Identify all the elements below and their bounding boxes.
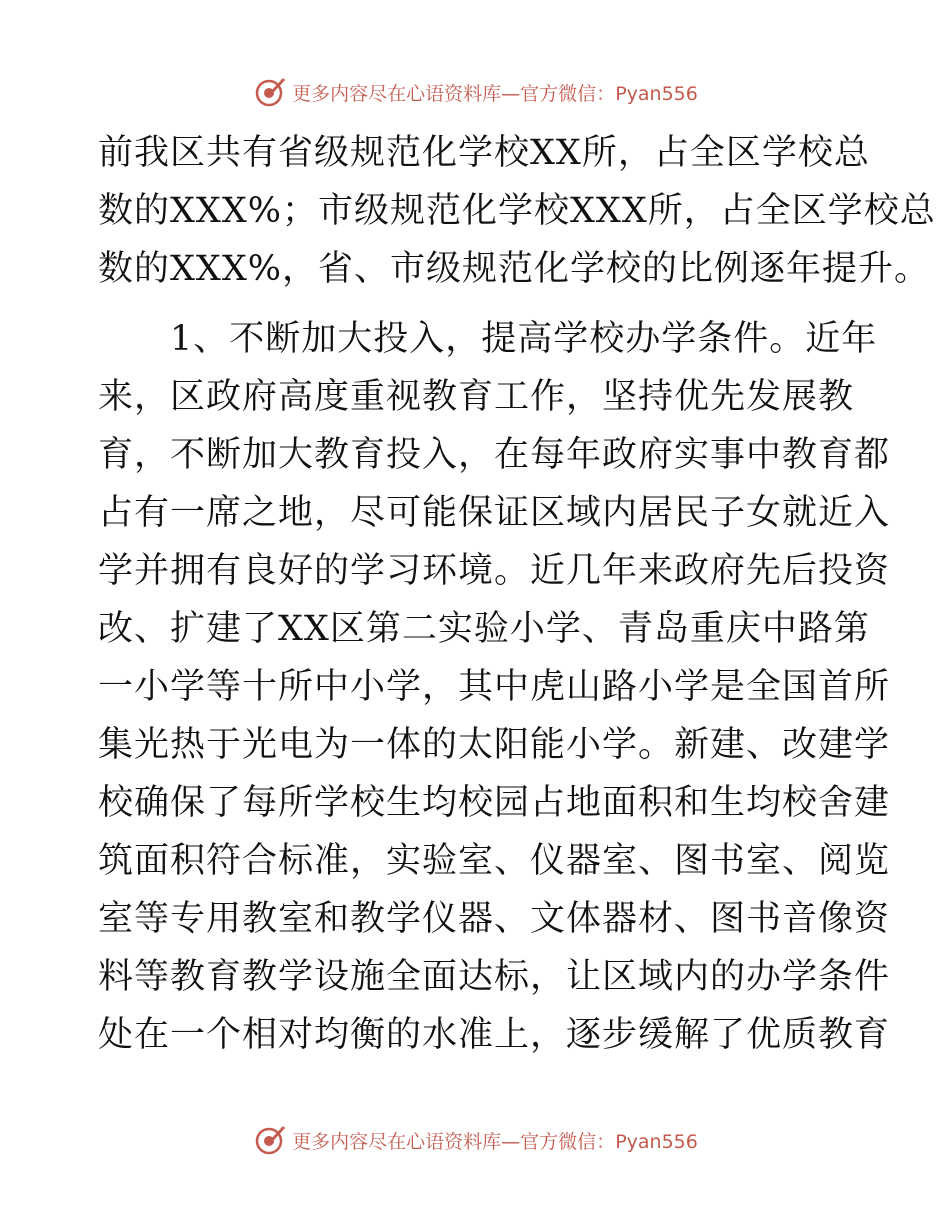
banner-wechat-label: 官方微信： — [520, 1130, 616, 1153]
text-line: 数的XXX%；市级规范化学校XXX所，占全区学校总 — [98, 191, 936, 231]
banner-wechat-account: Pyan556 — [615, 82, 698, 105]
text-line: 处在一个相对均衡的水准上，逐步缓解了优质教育 — [98, 1015, 891, 1055]
pen-on-circle-icon — [252, 1123, 286, 1157]
text-line: 一小学等十所中小学，其中虎山路小学是全国首所 — [98, 667, 891, 707]
text-line: 数的XXX%，省、市级规范化学校的比例逐年提升。 — [98, 249, 931, 289]
banner-wechat-account: Pyan556 — [615, 1130, 698, 1153]
text-line: 育，不断加大教育投入，在每年政府实事中教育都 — [98, 435, 891, 475]
banner-dash: — — [501, 1130, 521, 1153]
banner-site-name: 更多内容尽在心语资料库 — [292, 82, 502, 105]
text-line: 校确保了每所学校生均校园占地面积和生均校舍建 — [98, 783, 891, 823]
text-line: 料等教育教学设施全面达标，让区域内的办学条件 — [98, 957, 891, 997]
paragraph-1 — [98, 124, 936, 298]
text-line: 筑面积符合标准，实验室、仪器室、图书室、阅览 — [98, 841, 891, 881]
text-line: 改、扩建了XX区第二实验小学、青岛重庆中路第 — [98, 609, 870, 649]
text-line: 学并拥有良好的学习环境。近几年来政府先后投资 — [98, 551, 891, 591]
banner-dash: — — [501, 82, 521, 105]
paragraph-2 — [98, 310, 891, 1064]
header-banner — [0, 72, 950, 112]
banner-site-name: 更多内容尽在心语资料库 — [292, 1130, 502, 1153]
text-line: 1、不断加大投入，提高学校办学条件。近年 — [98, 319, 878, 359]
pen-on-circle-icon — [252, 75, 286, 109]
text-line: 占有一席之地，尽可能保证区域内居民子女就近入 — [98, 493, 891, 533]
banner-wechat-label: 官方微信： — [520, 82, 616, 105]
text-line: 室等专用教室和教学仪器、文体器材、图书音像资 — [98, 899, 891, 939]
footer-banner — [0, 1120, 950, 1160]
document-body — [98, 124, 936, 1064]
text-line: 集光热于光电为一体的太阳能小学。新建、改建学 — [98, 725, 891, 765]
text-line: 前我区共有省级规范化学校XX所，占全区学校总 — [98, 133, 870, 173]
text-line: 来，区政府高度重视教育工作，坚持优先发展教 — [98, 377, 855, 417]
